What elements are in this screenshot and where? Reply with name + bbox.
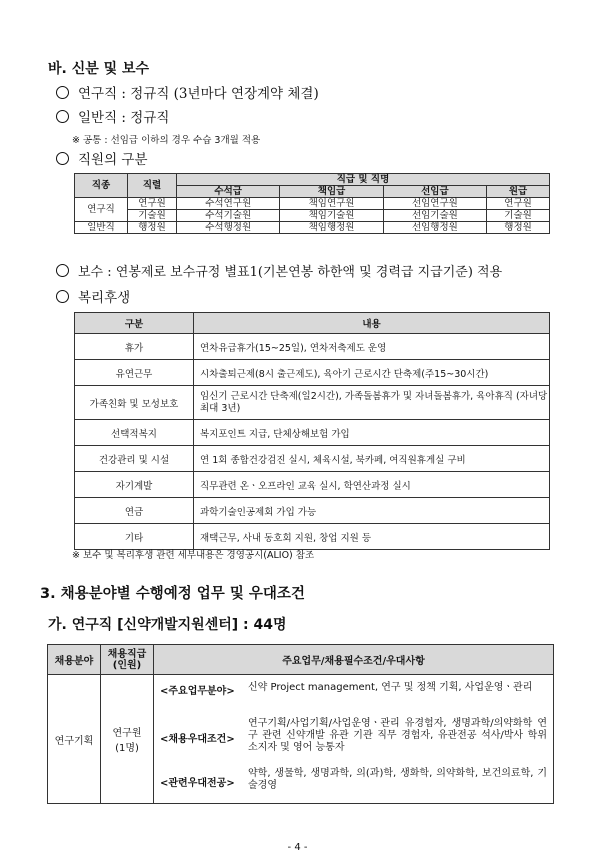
title-cell: 책임기술원: [280, 210, 383, 222]
circle-bullet-icon: [56, 86, 69, 99]
bullet-staff-classification: 직원의 구분: [56, 148, 148, 168]
major-row: <관련우대전공> 약학, 생물학, 생명과학, 의(과)학, 생화학, 의약화학, 보건의료학, 기술경영: [160, 768, 547, 791]
title-cell: 책임행정원: [280, 222, 383, 234]
detail-cell: [154, 675, 554, 804]
staff-classification-table: [74, 173, 550, 234]
category-cell: 가족친화 및 모성보호: [75, 386, 194, 420]
content-cell: 시차출퇴근제(8시 출근제도), 육아기 근로시간 단축제(주15~30시간): [194, 360, 550, 386]
table-row: [75, 524, 550, 550]
title-cell: 수석행정원: [177, 222, 280, 234]
bullet-research-status: 연구직 : 정규직 (3년마다 연장계약 체결): [56, 82, 319, 102]
col-header-category: 구분: [75, 313, 194, 334]
content-cell: 직무관련 온ㆍ오프라인 교육 실시, 학연산과정 실시: [194, 472, 550, 498]
title-cell: 수석기술원: [177, 210, 280, 222]
title-cell: 수석연구원: [177, 198, 280, 210]
section-title-ba: 바. 신분 및 보수: [48, 61, 150, 77]
content-cell: 임신기 근로시간 단축제(일2시간), 가족돌봄휴가 및 자녀돌봄휴가, 육아휴직 (자녀당 최대 3년): [194, 386, 550, 420]
col-header-field: 채용분야: [48, 645, 101, 675]
content-cell: 복지포인트 지급, 단체상해보험 가입: [194, 420, 550, 446]
title-cell: 선임행정원: [383, 222, 486, 234]
welfare-table: [74, 312, 550, 550]
content-cell: 과학기술인공제회 가입 가능: [194, 498, 550, 524]
col-header-content: 내용: [194, 313, 550, 334]
series-cell: 기술원: [128, 210, 177, 222]
grade-header: 책임급: [280, 186, 383, 198]
col-header-detail: 주요업무/채용필수조건/우대사항: [154, 645, 554, 675]
table-row: [75, 360, 550, 386]
title-cell: 선임기술원: [383, 210, 486, 222]
table-row: [75, 210, 550, 222]
title-cell: 선임연구원: [383, 198, 486, 210]
col-header-type: 직종: [75, 174, 128, 198]
type-cell: 연구직: [75, 198, 128, 222]
welfare-note: ※ 보수 및 복리후생 관련 세부내용은 경영공시(ALIO) 참조: [72, 550, 315, 561]
table-row: [75, 420, 550, 446]
field-cell: 연구기획: [48, 675, 101, 804]
table-row: [48, 675, 554, 804]
title-cell: 책임연구원: [280, 198, 383, 210]
circle-bullet-icon: [56, 290, 69, 303]
category-cell: 연금: [75, 498, 194, 524]
duty-row: <주요업무분야> 신약 Project management, 연구 및 정책 기획, 사업운영ㆍ관리: [160, 682, 533, 697]
title-cell: 연구원: [487, 198, 550, 210]
col-header-grade: 채용직급(인원): [101, 645, 154, 675]
type-cell: 일반직: [75, 222, 128, 234]
subsection-title: 가. 연구직 [신약개발지원센터] : 44명: [48, 617, 287, 633]
category-cell: 기타: [75, 524, 194, 550]
series-cell: 행정원: [128, 222, 177, 234]
content-cell: 연 1회 종합건강검진 실시, 체육시설, 북카페, 여직원휴게실 구비: [194, 446, 550, 472]
bullet-welfare: 복리후생: [56, 286, 130, 306]
circle-bullet-icon: [56, 152, 69, 165]
bullet-general-status: 일반직 : 정규직: [56, 106, 169, 126]
circle-bullet-icon: [56, 264, 69, 277]
table-row: [75, 334, 550, 360]
grade-cell: 연구원 (1명): [101, 675, 154, 804]
title-cell: 행정원: [487, 222, 550, 234]
content-cell: 연차유급휴가(15~25일), 연차저축제도 운영: [194, 334, 550, 360]
recruitment-table: [47, 644, 554, 804]
section-title-3: 3. 채용분야별 수행예정 업무 및 우대조건: [40, 586, 305, 602]
category-cell: 휴가: [75, 334, 194, 360]
preference-row: <채용우대조건> 연구기획/사업기획/사업운영ㆍ관리 유경험자, 생명과학/의약화학 연구 관련 신약개발 유관 기관 직무 경험자, 유관전공 석사/박사 학위 소지자 및 영어 능통자: [160, 718, 547, 753]
table-row: [75, 472, 550, 498]
grade-header: 원급: [487, 186, 550, 198]
col-header-grade: 직급 및 직명: [177, 174, 550, 186]
page-number: - 4 -: [287, 842, 308, 853]
series-cell: 연구원: [128, 198, 177, 210]
table-row: [75, 198, 550, 210]
probation-note: ※ 공통 : 선임급 이하의 경우 수습 3개월 적용: [72, 135, 261, 146]
col-header-series: 직렬: [128, 174, 177, 198]
table-row: [75, 222, 550, 234]
bullet-salary: 보수 : 연봉제로 보수규정 별표1(기본연봉 하한액 및 경력급 지급기준) 적용: [56, 261, 502, 280]
title-cell: 기술원: [487, 210, 550, 222]
category-cell: 유연근무: [75, 360, 194, 386]
table-row: [75, 446, 550, 472]
content-cell: 재택근무, 사내 동호회 지원, 창업 지원 등: [194, 524, 550, 550]
circle-bullet-icon: [56, 110, 69, 123]
table-row: [75, 498, 550, 524]
category-cell: 건강관리 및 시설: [75, 446, 194, 472]
grade-header: 수석급: [177, 186, 280, 198]
table-row: [75, 386, 550, 420]
grade-header: 선임급: [383, 186, 486, 198]
category-cell: 자기계발: [75, 472, 194, 498]
category-cell: 선택적복지: [75, 420, 194, 446]
